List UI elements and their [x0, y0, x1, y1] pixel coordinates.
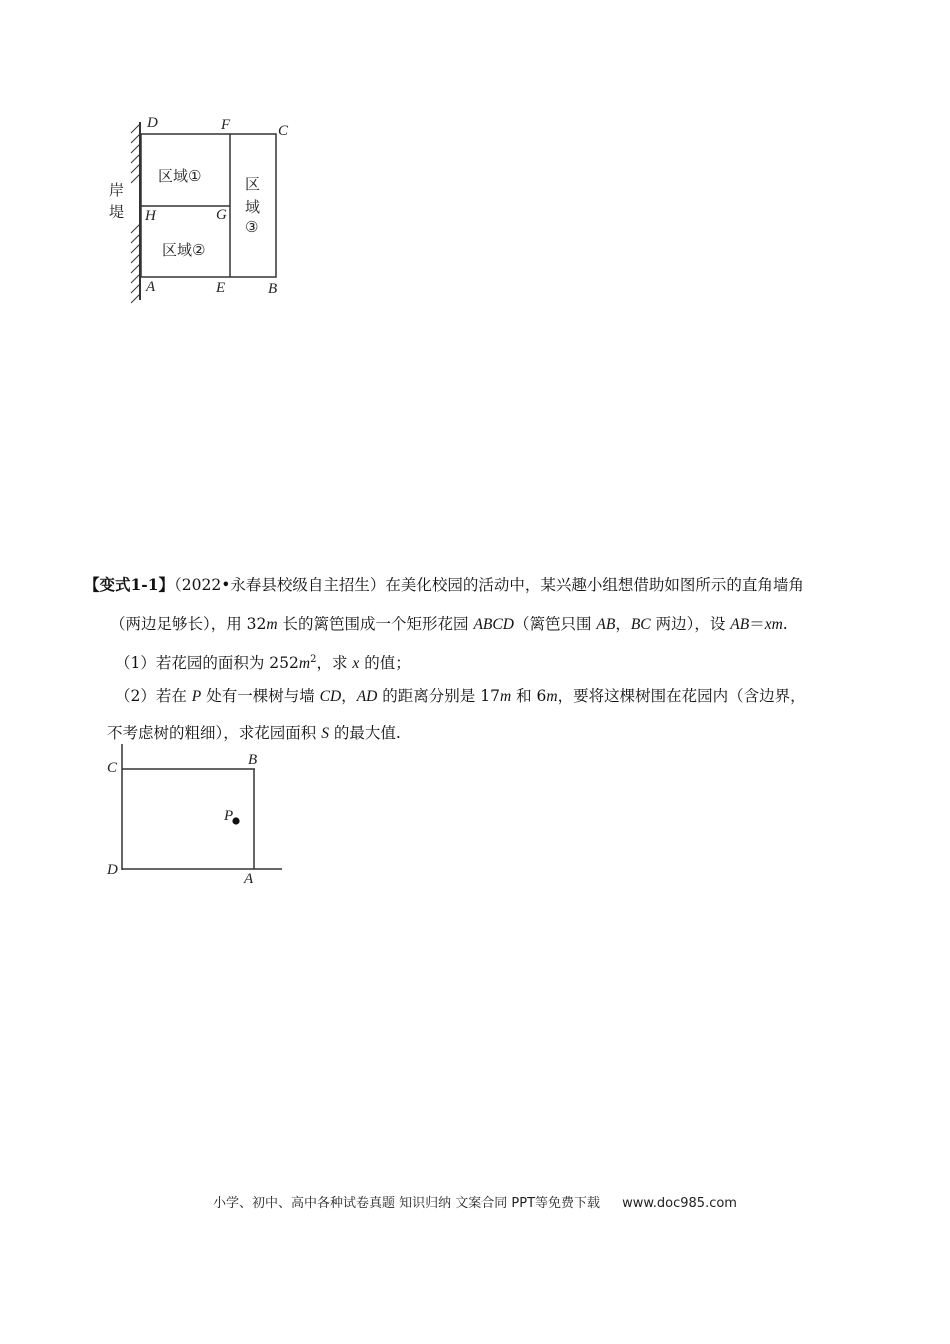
footer-text: 小学、初中、高中各种试卷真题 知识归纳 文案合同 PPT等免费下载 — [213, 1196, 601, 1211]
point-b-label: B — [268, 281, 278, 297]
text-segment: 和 6 — [511, 687, 547, 705]
text-segment: 两边），设 — [650, 615, 731, 633]
text-segment: ， — [615, 615, 631, 633]
text-segment: 处有一棵树与墙 — [201, 687, 320, 705]
region-3-label-3: ③ — [245, 218, 259, 236]
figure-garden-diagram — [100, 740, 300, 890]
text-segment: （两边足够长），用 32 — [110, 615, 267, 633]
math-abcd: ABCD — [473, 616, 514, 633]
figure-regions-diagram — [100, 110, 310, 310]
garden-point-p-label: P — [224, 808, 234, 824]
math-xm: xm — [764, 616, 783, 633]
question-2-line-1 — [115, 686, 806, 707]
text-segment: （2）若在 — [115, 687, 192, 705]
footer-url[interactable]: www.doc985.com — [622, 1196, 737, 1211]
point-e-label: E — [216, 280, 226, 296]
math-m: m — [546, 688, 558, 705]
math-m: m — [266, 616, 278, 633]
text-segment: 的最大值. — [328, 724, 401, 742]
problem-line-1 — [84, 575, 804, 595]
problem-tag: 【变式1-1】 — [84, 575, 175, 594]
math-bc: BC — [630, 616, 651, 633]
text-segment: 长的篱笆围成一个矩形花园 — [277, 615, 474, 633]
math-ab: AB — [596, 616, 616, 633]
text-segment: 的距离分别是 17 — [377, 687, 500, 705]
garden-point-c-label: C — [107, 760, 118, 776]
problem-intro: 在美化校园的活动中，某兴趣小组想借助如图所示的直角墙角 — [385, 576, 804, 594]
math-x: x — [352, 655, 360, 673]
region-3-label-1: 区 — [245, 175, 261, 193]
text-segment: ＝ — [749, 615, 765, 633]
math-p: P — [191, 688, 202, 705]
garden-point-b-label: B — [248, 752, 258, 768]
tree-point — [232, 817, 239, 824]
text-segment: ， — [341, 687, 357, 705]
text-segment: 的值； — [359, 654, 411, 673]
bank-label-2: 堤 — [109, 203, 125, 221]
point-h-label: H — [145, 208, 156, 224]
text-segment: . — [782, 615, 788, 633]
point-c-label: C — [278, 123, 289, 139]
question-1 — [115, 650, 411, 674]
region-1-label: 区域① — [158, 167, 202, 185]
math-m: m — [499, 688, 512, 705]
point-f-label: F — [221, 117, 231, 133]
text-segment: （1）若花园的面积为 252 — [115, 654, 299, 673]
embankment-hatching — [131, 124, 140, 303]
page-footer — [0, 1192, 950, 1211]
math-m: m — [298, 655, 311, 673]
text-segment: ，要将这棵树围在花园内（含边界， — [557, 687, 806, 705]
problem-source: （2022•永春县校级自主招生） — [174, 576, 386, 594]
garden-point-d-label: D — [107, 862, 118, 878]
math-ab: AB — [730, 616, 750, 633]
region-3-label-2: 域 — [245, 198, 261, 216]
math-ad: AD — [356, 688, 378, 705]
region-2-label: 区域② — [162, 241, 206, 259]
math-cd: CD — [319, 688, 342, 705]
text-segment: （篱笆只围 — [513, 615, 597, 633]
point-g-label: G — [216, 207, 227, 223]
bank-label-1: 岸 — [109, 181, 125, 199]
math-s: S — [321, 725, 329, 742]
text-segment: ，求 — [316, 654, 353, 673]
math-superscript: 2 — [310, 654, 317, 665]
problem-line-2 — [110, 614, 788, 635]
point-d-label: D — [147, 115, 158, 131]
point-a-label: A — [146, 279, 156, 295]
garden-point-a-label: A — [244, 871, 254, 887]
text-segment: 不考虑树的粗细），求花园面积 — [107, 724, 322, 742]
